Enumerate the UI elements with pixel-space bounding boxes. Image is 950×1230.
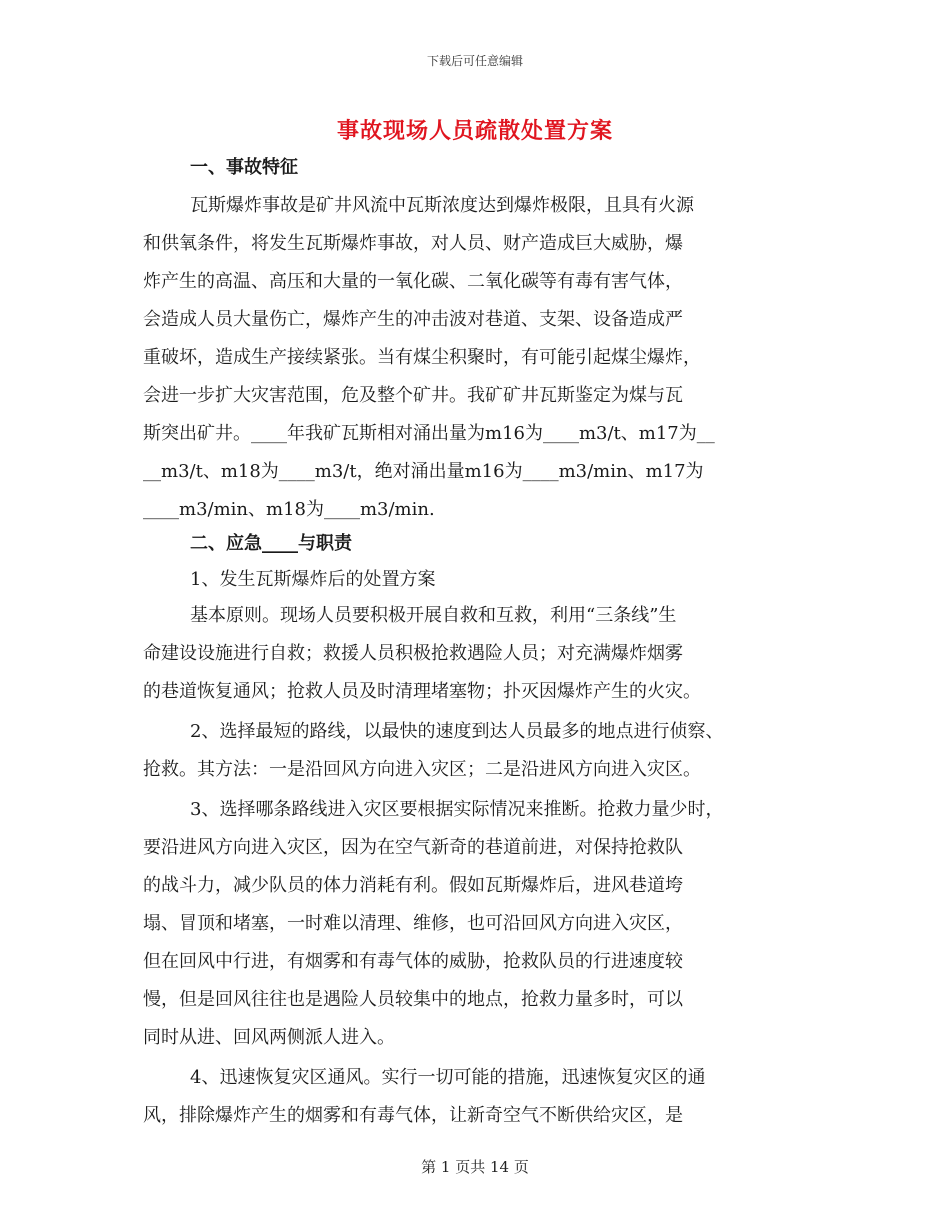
paragraph-line: 3、选择哪条路线进入灾区要根据实际情况来推断。抢救力量少时， [190, 799, 724, 820]
paragraph-line: 塌、冒顶和堵塞，一时难以清理、维修，也可沿回风方向进入灾区， [143, 913, 683, 934]
paragraph-line: 4、迅速恢复灾区通风。实行一切可能的措施，迅速恢复灾区的通 [190, 1067, 706, 1088]
paragraph-line: 基本原则。现场人员要积极开展自救和互救，利用“三条线”生 [190, 605, 677, 626]
paragraph-line: 重破坏，造成生产接续紧张。当有煤尘积聚时，有可能引起煤尘爆炸， [143, 347, 701, 368]
paragraph-line: 和供氧条件，将发生瓦斯爆炸事故，对人员、财产造成巨大威胁，爆 [143, 233, 683, 254]
paragraph-line: 2、选择最短的路线，以最快的速度到达人员最多的地点进行侦察、 [190, 721, 724, 742]
paragraph-line: 会进一步扩大灾害范围，危及整个矿井。我矿矿井瓦斯鉴定为煤与瓦 [143, 385, 683, 406]
paragraph-line: 斯突出矿井。____年我矿瓦斯相对涌出量为m16为____m3/t、m17为__ [143, 423, 715, 444]
paragraph-line: 会造成人员大量伤亡，爆炸产生的冲击波对巷道、支架、设备造成严 [143, 309, 683, 330]
paragraph-line: 同时从进、回风两侧派人进入。 [143, 1027, 395, 1048]
paragraph-line: 要沿进风方向进入灾区，因为在空气新奇的巷道前进，对保持抢救队 [143, 837, 683, 858]
paragraph-line: 炸产生的高温、高压和大量的一氧化碳、二氧化碳等有毒有害气体， [143, 271, 683, 292]
paragraph-line: 的战斗力，减少队员的体力消耗有利。假如瓦斯爆炸后，进风巷道垮 [143, 875, 683, 896]
page-footer: 第 1 页共 14 页 [421, 1158, 529, 1176]
paragraph-line: 的巷道恢复通风；抢救人员及时清理堵塞物；扑灭因爆炸产生的火灾。 [143, 681, 701, 702]
section-heading: 一、事故特征 [190, 157, 298, 178]
page-header: 下载后可任意编辑 [426, 54, 523, 68]
paragraph-line: 风，排除爆炸产生的烟雾和有毒气体，让新奇空气不断供给灾区，是 [143, 1105, 683, 1126]
document-title: 事故现场人员疏散处置方案 [336, 118, 613, 144]
paragraph-line: 抢救。其方法：一是沿回风方向进入灾区；二是沿进风方向进入灾区。 [143, 759, 701, 780]
paragraph-line: 慢，但是回风往往也是遇险人员较集中的地点，抢救力量多时，可以 [143, 989, 683, 1010]
paragraph-line: 瓦斯爆炸事故是矿井风流中瓦斯浓度达到爆炸极限，且具有火源 [190, 195, 694, 216]
paragraph-line: 命建设设施进行自救；救援人员积极抢救遇险人员；对充满爆炸烟雾 [143, 643, 683, 664]
section-heading: 二、应急____与职责 [190, 533, 352, 554]
subheading-line: 1、发生瓦斯爆炸后的处置方案 [190, 569, 436, 590]
paragraph-line: 但在回风中行进，有烟雾和有毒气体的威胁，抢救队员的行进速度较 [143, 951, 683, 972]
paragraph-line: __m3/t、m18为____m3/t，绝对涌出量m16为____m3/min、m17为 [143, 461, 704, 482]
paragraph-line: ____m3/min、m18为____m3/min. [143, 499, 435, 520]
